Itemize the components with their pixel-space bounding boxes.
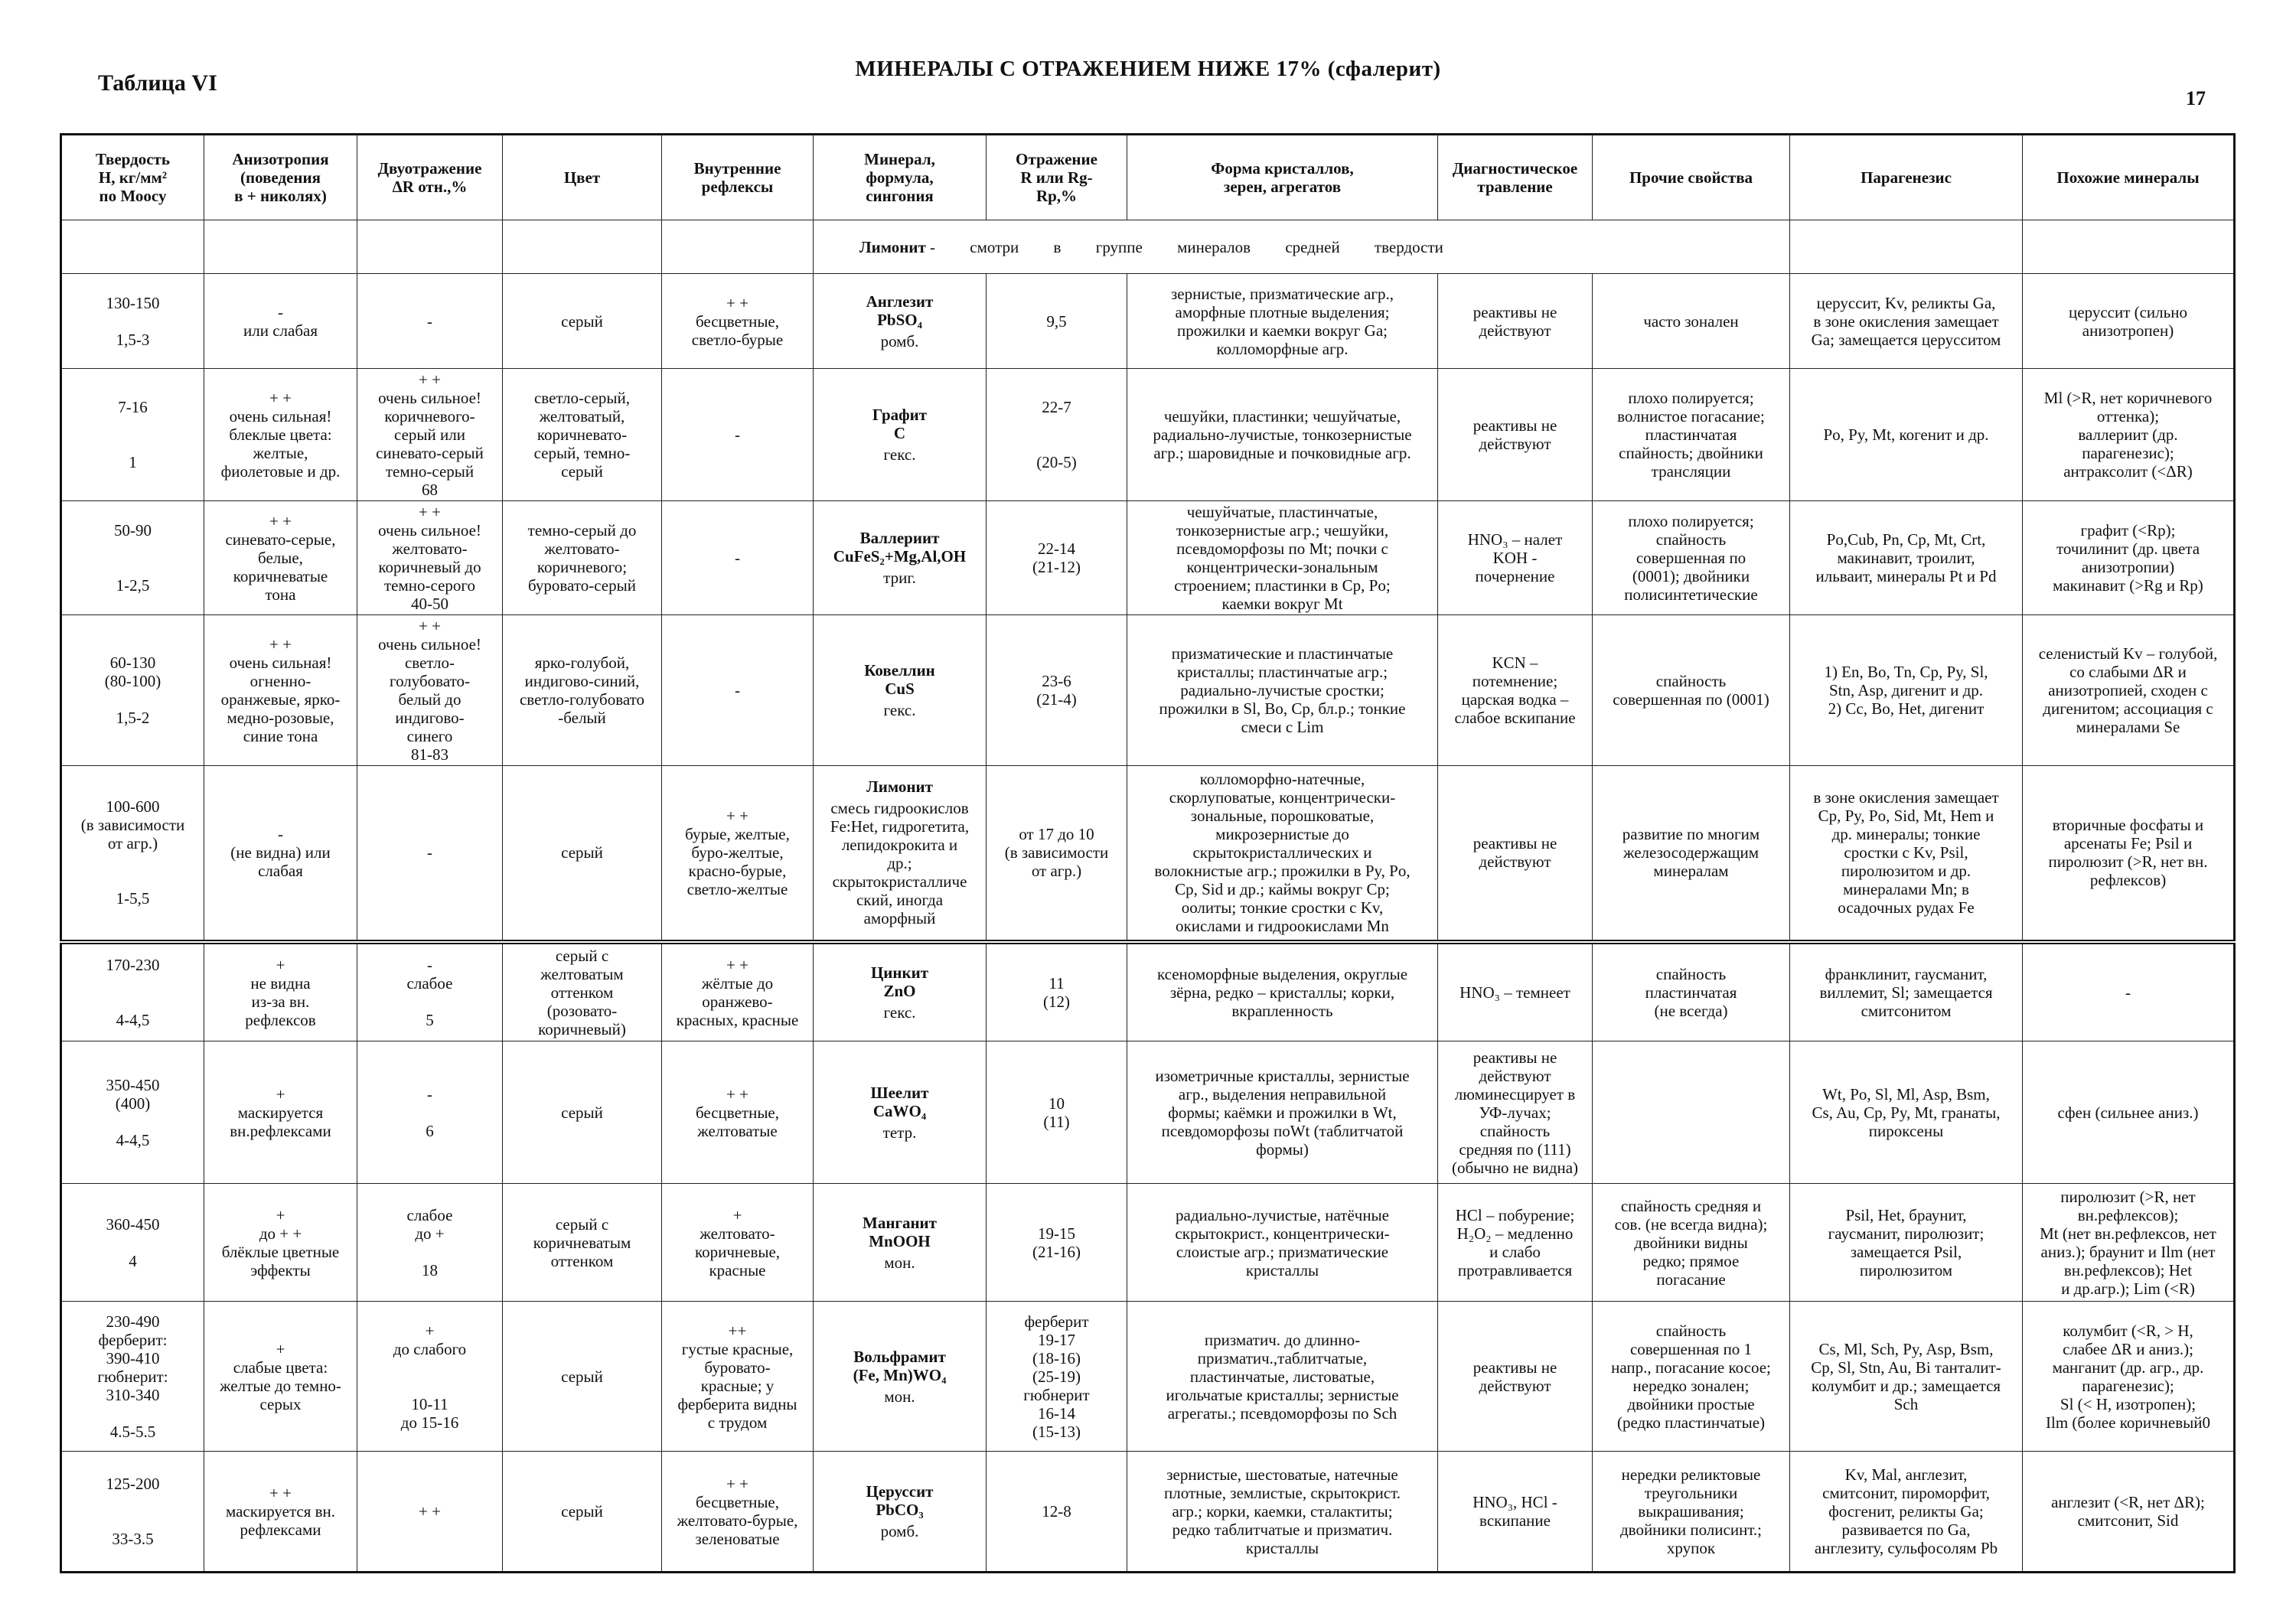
bireflectance-cell: + + очень сильное! светло- голубовато- белый до индигово- синего 81-83 <box>357 615 503 766</box>
header-internal-reflections: Внутренние рефлексы <box>662 135 814 220</box>
page-title: МИНЕРАЛЫ С ОТРАЖЕНИЕМ НИЖЕ 17% (сфалерит) <box>855 57 1441 81</box>
empty-cell <box>503 220 662 274</box>
similar-minerals-cell: Ml (>R, нет коричневого оттенка); валлериит (др. парагенезис); антраксолит (<ΔR) <box>2023 369 2235 501</box>
table-row <box>61 766 2235 942</box>
anisotropy-cell: - или слабая <box>204 274 357 369</box>
color-cell: серый <box>503 1452 662 1573</box>
similar-minerals-cell: церуссит (сильно анизотропен) <box>2023 274 2235 369</box>
paragenesis-cell: Psil, Het, браунит, гаусманит, пиролюзит; замещается Psil, пиролюзитом <box>1790 1184 2023 1302</box>
paragenesis-cell: Cs, Ml, Sch, Py, Asp, Bsm, Cp, Sl, Stn, Au, Bi танталит- колумбит и др.; замещается Sch <box>1790 1302 2023 1452</box>
reflectance-cell: 11 (12) <box>987 942 1127 1041</box>
empty-cell <box>357 220 503 274</box>
mineral-name-formula: Шеелит CaWO₄ <box>870 1083 929 1120</box>
similar-minerals-cell: вторичные фосфаты и арсенаты Fe; Psil и пиролюзит (>R, нет вн. рефлексов) <box>2023 766 2235 942</box>
header-paragenesis: Парагенезис <box>1790 135 2023 220</box>
internal-reflections-cell: - <box>662 369 814 501</box>
crystal-form-cell: изометричные кристаллы, зернистые агр., выделения неправильной формы; каёмки и прожилки в Wt, псевдоморфозы поWt (таблитчатой формы) <box>1127 1041 1438 1184</box>
mineral-name-formula: Манганит MnOOH <box>863 1213 937 1250</box>
empty-cell <box>2023 220 2235 274</box>
similar-minerals-cell: англезит (<R, нет ΔR); смитсонит, Sid <box>2023 1452 2235 1573</box>
etching-cell: реактивы не действуют люминесцирует в УФ-лучах; спайность средняя по (111) (обычно не видна) <box>1438 1041 1593 1184</box>
bireflectance-cell: - 6 <box>357 1041 503 1184</box>
mineral-cell <box>814 942 987 1041</box>
mineral-name-formula: Цинкит ZnO <box>870 963 929 1000</box>
reflectance-cell: 10 (11) <box>987 1041 1127 1184</box>
header-bireflectance: Двуотражение ΔR отн.,% <box>357 135 503 220</box>
internal-reflections-cell: ++ густые красные, буровато- красные; у ферберита видны с трудом <box>662 1302 814 1452</box>
paragenesis-cell: церуссит, Kv, реликты Ga, в зоне окисления замещает Ga; замещается церусситом <box>1790 274 2023 369</box>
hardness-cell: 50-90 1-2,5 <box>61 501 204 615</box>
reflectance-cell: 23-6 (21-4) <box>987 615 1127 766</box>
color-cell: серый с желтоватым оттенком (розовато- коричневый) <box>503 942 662 1041</box>
crystal-form-cell: ксеноморфные выделения, округлые зёрна, редко – кристаллы; корки, вкрапленность <box>1127 942 1438 1041</box>
etching-cell: реактивы не действуют <box>1438 274 1593 369</box>
mineral-name-formula: Ковеллин CuS <box>864 661 935 698</box>
mineral-name-formula: Графит C <box>872 406 928 442</box>
hardness-cell: 230-490 ферберит: 390-410 гюбнерит: 310-340 4.5-5.5 <box>61 1302 204 1452</box>
color-cell: серый <box>503 1041 662 1184</box>
crystal-form-cell: зернистые, призматические агр., аморфные плотные выделения; прожилки и каемки вокруг Ga; колломорфные агр. <box>1127 274 1438 369</box>
anisotropy-cell: + не видна из-за вн. рефлексов <box>204 942 357 1041</box>
color-cell: серый <box>503 766 662 942</box>
table-row <box>61 1452 2235 1573</box>
color-cell: темно-серый до желтовато- коричневого; буровато-серый <box>503 501 662 615</box>
other-properties-cell: развитие по многим железосодержащим минералам <box>1593 766 1790 942</box>
other-properties-cell: спайность совершенная по (0001) <box>1593 615 1790 766</box>
paragenesis-cell: 1) En, Bo, Tn, Cp, Py, Sl, Stn, Asp, дигенит и др. 2) Cc, Bo, Het, дигенит <box>1790 615 2023 766</box>
bireflectance-cell: - <box>357 274 503 369</box>
similar-minerals-cell: - <box>2023 942 2235 1041</box>
color-cell: светло-серый, желтоватый, коричневато- серый, темно- серый <box>503 369 662 501</box>
crystal-form-cell: зернистые, шестоватые, натечные плотные, землистые, скрытокрист. агр.; корки, каемки, сталактиты; редко таблитчатые и призматич. кристаллы <box>1127 1452 1438 1573</box>
other-properties-cell <box>1593 1041 1790 1184</box>
mineral-cell <box>814 615 987 766</box>
header-similar-minerals: Похожие минералы <box>2023 135 2235 220</box>
bireflectance-cell: + + очень сильное! желтовато- коричневый до темно-серого 40-50 <box>357 501 503 615</box>
internal-reflections-cell: - <box>662 615 814 766</box>
etching-cell: KCN – потемнение; царская водка – слабое вскипание <box>1438 615 1593 766</box>
table-row <box>61 942 2235 1041</box>
minerals-table <box>60 133 2236 1573</box>
mineral-syngony: мон. <box>884 1387 915 1406</box>
hardness-cell: 360-450 4 <box>61 1184 204 1302</box>
color-cell: серый с коричневатым оттенком <box>503 1184 662 1302</box>
similar-minerals-cell: графит (<Rp); точилинит (др. цвета анизотропии) макинавит (>Rg и Rp) <box>2023 501 2235 615</box>
table-row <box>61 1302 2235 1452</box>
crystal-form-cell: чешуйчатые, пластинчатые, тонкозернистые агр.; чешуйки, псевдоморфозы по Mt; почки с концентрически-зональным строением; пластинки в Cp, Po; каемки вокруг Mt <box>1127 501 1438 615</box>
internal-reflections-cell: + + бесцветные, желтоватые <box>662 1041 814 1184</box>
anisotropy-cell: + + маскируется вн. рефлексами <box>204 1452 357 1573</box>
header-reflectance: Отражение R или Rg- Rp,% <box>987 135 1127 220</box>
other-properties-cell: плохо полируется; спайность совершенная по (0001); двойники полисинтетические <box>1593 501 1790 615</box>
mineral-syngony: гекс. <box>883 701 916 719</box>
mineral-name-formula: Валлериит CuFeS₂+Mg,Al,OH <box>833 529 967 566</box>
limonite-reference-cell <box>814 220 1790 274</box>
mineral-name-formula: Церуссит PbCO₃ <box>866 1482 934 1519</box>
internal-reflections-cell: + + жёлтые до оранжево- красных, красные <box>662 942 814 1041</box>
mineral-name-formula: Вольфрамит (Fe, Mn)WO₄ <box>853 1347 947 1384</box>
crystal-form-cell: радиально-лучистые, натёчные скрытокрист., концентрически- слоистые агр.; призматические кристаллы <box>1127 1184 1438 1302</box>
limonite-reference-name: Лимонит <box>859 237 926 256</box>
bireflectance-cell: + до слабого 10-11 до 15-16 <box>357 1302 503 1452</box>
internal-reflections-cell: + + бесцветные, желтовато-бурые, зеленоватые <box>662 1452 814 1573</box>
limonite-reference-note: - смотри в группе минералов средней твердости <box>930 237 1443 256</box>
reflectance-cell: 9,5 <box>987 274 1127 369</box>
mineral-syngony: тетр. <box>882 1123 917 1142</box>
paragenesis-cell: Po,Cub, Pn, Cp, Mt, Crt, макинавит, троилит, ильваит, минералы Pt и Pd <box>1790 501 2023 615</box>
etching-cell: реактивы не действуют <box>1438 1302 1593 1452</box>
reflectance-cell: 19-15 (21-16) <box>987 1184 1127 1302</box>
mineral-cell <box>814 1184 987 1302</box>
header-color: Цвет <box>503 135 662 220</box>
mineral-syngony: триг. <box>883 569 916 587</box>
anisotropy-cell: + + очень сильная! блеклые цвета: желтые, фиолетовые и др. <box>204 369 357 501</box>
other-properties-cell: спайность пластинчатая (не всегда) <box>1593 942 1790 1041</box>
anisotropy-cell: - (не видна) или слабая <box>204 766 357 942</box>
header-crystal-form: Форма кристаллов, зерен, агрегатов <box>1127 135 1438 220</box>
etching-cell: реактивы не действуют <box>1438 369 1593 501</box>
header-hardness: Твердость Н, кг/мм² по Моосу <box>61 135 204 220</box>
bireflectance-cell: - слабое 5 <box>357 942 503 1041</box>
other-properties-cell: плохо полируется; волнистое погасание; пластинчатая спайность; двойники трансляции <box>1593 369 1790 501</box>
mineral-cell <box>814 1041 987 1184</box>
header-anisotropy: Анизотропия (поведения в + николях) <box>204 135 357 220</box>
mineral-syngony: гекс. <box>883 445 916 464</box>
mineral-syngony: мон. <box>884 1253 915 1272</box>
paragenesis-cell: Kv, Mal, англезит, смитсонит, пироморфит, фосгенит, реликты Ga; развивается по Ga, англезиту, сульфосолям Pb <box>1790 1452 2023 1573</box>
hardness-cell: 7-16 1 <box>61 369 204 501</box>
bireflectance-cell: + + очень сильное! коричневого- серый или синевато-серый темно-серый 68 <box>357 369 503 501</box>
hardness-cell: 125-200 33-3.5 <box>61 1452 204 1573</box>
similar-minerals-cell: пиролюзит (>R, нет вн.рефлексов); Mt (нет вн.рефлексов, нет аниз.); браунит и Ilm (нет вн.рефлексов); Het и др.агр.); Lim (<R) <box>2023 1184 2235 1302</box>
etching-cell: HCl – побурение; H₂O₂ – медленно и слабо протравливается <box>1438 1184 1593 1302</box>
table-row <box>61 615 2235 766</box>
mineral-cell <box>814 369 987 501</box>
mineral-cell <box>814 1302 987 1452</box>
header-mineral: Минерал, формула, сингония <box>814 135 987 220</box>
crystal-form-cell: чешуйки, пластинки; чешуйчатые, радиально-лучистые, тонкозернистые агр.; шаровидные и почковидные агр. <box>1127 369 1438 501</box>
mineral-syngony: ромб. <box>880 331 919 350</box>
empty-cell <box>1790 220 2023 274</box>
header-other-properties: Прочие свойства <box>1593 135 1790 220</box>
bireflectance-cell: - <box>357 766 503 942</box>
other-properties-cell: спайность средняя и сов. (не всегда видна); двойники видны редко; прямое погасание <box>1593 1184 1790 1302</box>
paragenesis-cell: в зоне окисления замещает Cp, Py, Po, Sid, Mt, Hem и др. минералы; тонкие сростки с Kv, Psil, пиролюзитом и др. минералами Mn; в осадочных рудах Fe <box>1790 766 2023 942</box>
table-row <box>61 1184 2235 1302</box>
similar-minerals-cell: сфен (сильнее аниз.) <box>2023 1041 2235 1184</box>
hardness-cell: 170-230 4-4,5 <box>61 942 204 1041</box>
anisotropy-cell: + + синевато-серые, белые, коричневатые тона <box>204 501 357 615</box>
hardness-cell: 350-450 (400) 4-4,5 <box>61 1041 204 1184</box>
table-row <box>61 1041 2235 1184</box>
color-cell: ярко-голубой, индигово-синий, светло-голубовато -белый <box>503 615 662 766</box>
etching-cell: реактивы не действуют <box>1438 766 1593 942</box>
limonite-reference-row <box>61 220 2235 274</box>
mineral-cell <box>814 501 987 615</box>
empty-cell <box>204 220 357 274</box>
page-number: 17 <box>2186 87 2206 109</box>
reflectance-cell: от 17 до 10 (в зависимости от агр.) <box>987 766 1127 942</box>
anisotropy-cell: + + очень сильная! огненно- оранжевые, ярко- медно-розовые, синие тона <box>204 615 357 766</box>
internal-reflections-cell: + + бурые, желтые, буро-желтые, красно-бурые, светло-желтые <box>662 766 814 942</box>
crystal-form-cell: призматические и пластинчатые кристаллы; пластинчатые агр.; радиально-лучистые сростки; прожилки в Sl, Bo, Cp, бл.р.; тонкие смеси с Lim <box>1127 615 1438 766</box>
other-properties-cell: нередки реликтовые треугольники выкрашивания; двойники полисинт.; хрупок <box>1593 1452 1790 1573</box>
etching-cell: HNO₃ – темнеет <box>1438 942 1593 1041</box>
table-label: Таблица VI <box>98 70 217 96</box>
reflectance-cell: 22-14 (21-12) <box>987 501 1127 615</box>
bireflectance-cell: слабое до + 18 <box>357 1184 503 1302</box>
color-cell: серый <box>503 274 662 369</box>
empty-cell <box>61 220 204 274</box>
bireflectance-cell: + + <box>357 1452 503 1573</box>
internal-reflections-cell: + + бесцветные, светло-бурые <box>662 274 814 369</box>
reflectance-cell: 22-7 (20-5) <box>987 369 1127 501</box>
anisotropy-cell: + до + + блёклые цветные эффекты <box>204 1184 357 1302</box>
other-properties-cell: спайность совершенная по 1 напр., погасание косое; нередко зонален; двойники простые (редко пластинчатые) <box>1593 1302 1790 1452</box>
anisotropy-cell: + маскируется вн.рефлексами <box>204 1041 357 1184</box>
mineral-name-formula: Англезит PbSO₄ <box>866 292 934 329</box>
anisotropy-cell: + слабые цвета: желтые до темно- серых <box>204 1302 357 1452</box>
color-cell: серый <box>503 1302 662 1452</box>
paragenesis-cell: Wt, Po, Sl, Ml, Asp, Bsm, Cs, Au, Cp, Py, Mt, гранаты, пироксены <box>1790 1041 2023 1184</box>
paragenesis-cell: Po, Py, Mt, когенит и др. <box>1790 369 2023 501</box>
mineral-syngony: ромб. <box>880 1522 919 1540</box>
header-row <box>61 135 2235 220</box>
reflectance-cell: 12-8 <box>987 1452 1127 1573</box>
table-row <box>61 501 2235 615</box>
crystal-form-cell: призматич. до длинно- призматич.,таблитчатые, пластинчатые, листоватые, игольчатые кристаллы; зернистые агрегаты.; псевдоморфозы по Sch <box>1127 1302 1438 1452</box>
similar-minerals-cell: селенистый Kv – голубой, со слабыми ΔR и анизотропией, сходен с дигенитом; ассоциация с минералами Se <box>2023 615 2235 766</box>
crystal-form-cell: колломорфно-натечные, скорлуповатые, концентрически- зональные, порошковатые, микрозернистые до скрытокристаллических и волокнистые агр.; прожилки в Py, Po, Cp, Sid и др.; каймы вокруг Cp; оолиты; тонкие сростки с Kv, окислами и гидроокислами Mn <box>1127 766 1438 942</box>
similar-minerals-cell: колумбит (<R, > H, слабее ΔR и аниз.); манганит (др. агр., др. парагенезис); Sl (< H, изотропен); Ilm (более коричневый0 <box>2023 1302 2235 1452</box>
mineral-cell <box>814 1452 987 1573</box>
internal-reflections-cell: - <box>662 501 814 615</box>
table-row <box>61 369 2235 501</box>
table-row <box>61 274 2235 369</box>
header-etching: Диагностическое травление <box>1438 135 1593 220</box>
internal-reflections-cell: + желтовато- коричневые, красные <box>662 1184 814 1302</box>
mineral-cell <box>814 274 987 369</box>
mineral-syngony: гекс. <box>883 1002 916 1022</box>
reflectance-cell: ферберит 19-17 (18-16) (25-19) гюбнерит 16-14 (15-13) <box>987 1302 1127 1452</box>
empty-cell <box>662 220 814 274</box>
mineral-cell <box>814 766 987 942</box>
mineral-name-formula: Лимонит <box>866 777 933 797</box>
other-properties-cell: часто зонален <box>1593 274 1790 369</box>
hardness-cell: 130-150 1,5-3 <box>61 274 204 369</box>
etching-cell: HNO₃, HCl - вскипание <box>1438 1452 1593 1573</box>
hardness-cell: 60-130 (80-100) 1,5-2 <box>61 615 204 766</box>
etching-cell: HNO₃ – налет KOH - почернение <box>1438 501 1593 615</box>
mineral-syngony: смесь гидроокислов Fe:Het, гидрогетита, лепидокрокита и др.; скрытокристалличе ский, иногда аморфный <box>830 799 970 928</box>
paragenesis-cell: франклинит, гаусманит, виллемит, Sl; замещается смитсонитом <box>1790 942 2023 1041</box>
hardness-cell: 100-600 (в зависимости от агр.) 1-5,5 <box>61 766 204 942</box>
